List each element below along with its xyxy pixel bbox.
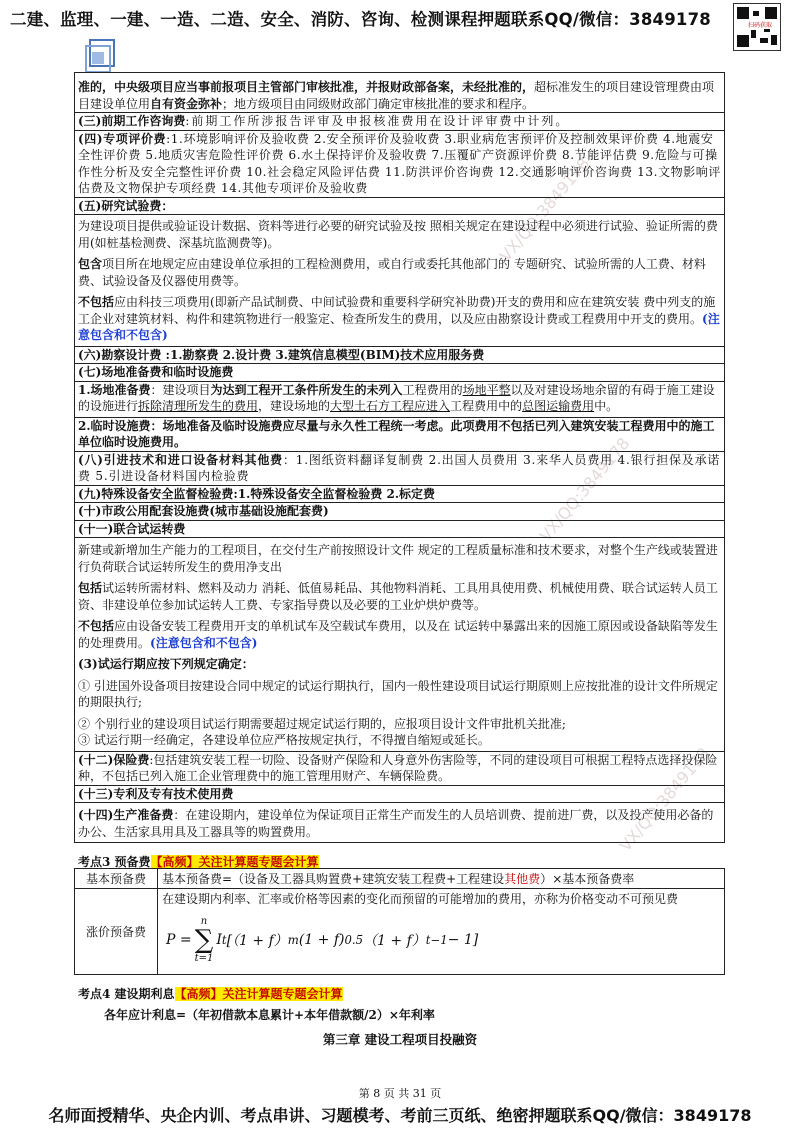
text-segment-bold: 事前报项目主管部门审核批准，并报财政部备案，未经批准的， [198,80,535,94]
paragraph: 应由设备安装工程费用开支的单机试车及空载试车费用，以及在 试运转中暴露出来的因施工原因或设备缺陷等发生的处理费用。 [78,619,718,650]
sub-heading: 1.场地准备费 [78,382,151,397]
keyword-include: 包含 [78,257,103,271]
chapter-title: 第三章 建设工程项目投融资 [322,1032,478,1047]
row-research-fee-body [74,215,725,347]
section-body: :前期工作所涉报告评审及申报核准费用在设计评审费中计列。 [185,114,570,128]
paragraph: 项目所在地规定应由建设单位承担的工程检测费用，或自行或委托其他部门的 专题研究、试验所需的人工费、材料费、试验设备及仪器使用费等。 [78,257,706,288]
formula-term: − 1] [447,932,479,948]
formula-term: [（1 + f） [226,933,288,949]
paragraph: 新建或新增加生产能力的工程项目，在交付生产前按照设计文件 规定的工程质量标准和技术要求，对整个生产线或装置进行负荷联合试运转所发生的费用净支出 [78,543,718,574]
row-trial-operation-heading [74,521,725,539]
section-body: :1.环境影响评价及验收费 2.安全预评价及验收费 3.职业病危害预评价及控制效果评价费 4.地震安全性评价费 5.地质灾害危险性评价费 6.水土保持评价及验收费 7.压覆矿产资源评价费 8.节能评估费 9.危险与可操作性分析及安全完整性评价费 10.社会稳定风险评估费 11.防洪评价咨询费 12.交通影响评价咨询费 13.文物影响评估费及文物保护专项经费 14.其他专项评价及验收费 [78,131,721,195]
table-cell-content [158,889,725,975]
section-body: :包括建筑安装工程一切险、设备财产保险和人身意外伤害险等，不同的建设项目可根据工程特点选择投保险种，不包括已列入施工企业管理费中的施工管理用财产、车辆保险费。 [78,752,718,783]
text-segment-bold: 自有资金弥补 [150,96,223,111]
formula-sup: m [287,933,299,947]
row-trial-operation-body [74,538,725,752]
text-segment: 中。 [594,399,619,413]
section-heading: (四)专项评价费 [78,131,167,146]
text-segment: ；地方级项目由同级财政部门确定审核批准的要求和程序。 [222,96,535,111]
text-underlined: 拆除清理所发生的费用 [138,399,259,413]
text-segment: 工程费用中的 [450,399,523,413]
keyword-exclude: 不包括 [78,619,115,633]
page-header [0,0,800,38]
content-area [74,72,725,843]
text-segment: 准的，中央级项目应当 [78,80,199,94]
page-number: 第 8 页 共 31 页 [358,1087,442,1100]
row-pre-consulting-fee [74,113,725,131]
qr-badge-text: 扫码获取 [748,22,773,29]
key-point-label: 考点4 建设期利息 [78,987,175,1001]
text-red: 其他费 [504,872,541,886]
contingency-fee-table [74,868,725,975]
paragraph: (3)试运行期应按下列规定确定： [78,657,254,671]
section-heading: (三)前期工作咨询费 [78,114,186,128]
section-body: ：在建设期内，建设单位为保证项目正常生产而发生的人员培训费、提前进厂费，以及投产使用必备的办公、生活家具用具及工器具等的购置费用。 [78,808,714,839]
table-row [75,869,725,889]
section-heading: (五)研究试验费： [78,198,174,213]
interest-formula: 各年应计利息=（年初借款本息累计+本年借款额/2）×年利率 [104,1008,435,1022]
logo-icon [84,38,118,74]
paragraph: ① 引进国外设备项目按建设合同中规定的试运行期执行，国内一般性建设项目试运行期原则上应按批准的设计文件所规定的期限执行; [78,678,718,709]
row-research-fee-heading [74,198,725,216]
sum-sign: ∑ [194,925,214,955]
section-heading: (十一)联合试运转费 [78,521,186,536]
page-footer: 名师面授精华、央企内训、考点串讲、习题模考、考前三页纸、绝密押题联系QQ/微信：3849178 [48,1106,752,1125]
row-temporary-facility-fee [74,418,725,452]
sum-lower: t=1 [194,953,214,964]
formula-sup: t−1 [425,933,448,947]
text-segment: ：建设项目 [150,382,211,397]
formula-sup: 0.5 [344,933,364,947]
keyword-include: 包括 [78,581,103,595]
paragraph: ② 个别行业的建设项目试运行期需要超过规定试运行期的，应报项目设计文件审批机关批准; [78,716,566,731]
paragraph: 为建设项目提供或验证设计数据、资料等进行必要的研究试验及按 照相关规定在建设过程中必须进行试验、验证所需的费用(如桩基检测费、深基坑监测费等)。 [78,219,718,250]
text-segment: 以及对建设场地余留的有碍于施工建设的设施进行 [78,382,715,413]
table-cell-label: 涨价预备费 [75,889,158,975]
text-segment: 工程费用的 [402,382,463,397]
section-body: ：1.图纸资料翻译复制费 2.出国人员费用 3.来华人员费用 4.银行担保及承诺费 5.引进设备材料国内检验费 [78,452,721,483]
table-cell-label: 基本预备费 [75,869,158,889]
formula-term: （1 + f） [363,933,426,949]
formula-sub: t [221,933,227,947]
price-contingency-formula [162,907,720,973]
row-patent-fee [74,786,725,804]
formula-term: I [216,932,222,948]
table-row [75,889,725,975]
row-production-prep-fee [74,803,725,843]
qr-code-icon[interactable] [733,3,781,51]
row-special-equipment-fee [74,486,725,504]
text-segment: ）×基本预备费率 [540,872,635,886]
section-heading: (六)勘察设计费 :1.勘察费 2.设计费 3.建筑信息模型(BIM)技术应用服务费 [78,347,485,362]
key-point-highlight: 【高频】关注计算题专题会计算 [150,855,319,869]
text-segment: ，建设场地的 [258,399,331,413]
row-special-evaluation-fee [74,131,725,198]
paragraph: 应由科技三项费用(即新产品试制费、中间试验费和重要科学研究补助费)开支的费用和应在建筑安装 费中列支的施工企业对建筑材料、构件和建筑物进行一般鉴定、检查所发生的费用，以及应由勘察设计费或工程费用中开支的费用。 [78,295,716,326]
text-underlined: 场地平整 [462,382,511,397]
row-site-prep-heading [74,364,725,382]
key-point-4-title [78,985,343,1002]
summation-symbol [195,916,214,964]
section-heading: (十四)生产准备费 [78,808,174,822]
key-point-highlight: 【高频】关注计算题专题会计算 [174,987,343,1001]
row-municipal-facility-fee [74,503,725,521]
paragraph: 在建设期内利率、汇率或价格等因素的变化而预留的可能增加的费用，亦称为价格变动不可预见费 [162,892,679,906]
sum-upper: n [200,916,208,927]
section-heading: (十二)保险费 [78,752,150,767]
row-insurance-fee [74,752,725,786]
watermark-3: VX/QQ:3849178 [615,743,714,856]
note-include-exclude: (注意包含和不包含) [150,635,258,650]
row-imported-tech-fee [74,452,725,486]
watermark-2: VX/QQ:3849178 [535,433,634,546]
text-segment: 基本预备费=（设备及工器具购置费+建筑安装工程费+工程建设 [162,872,505,886]
header-contact-text: 二建、监理、一建、一造、二造、安全、消防、咨询、检测课程押题联系QQ/微信：3849178 [10,10,711,29]
note-include-exclude: (注意包含和不包含) [78,311,720,342]
text-segment: 超标准发生的项目建设管理费由项目建设单位用 [78,80,715,111]
formula-term: (1 + f) [298,932,345,948]
section-heading: (八)引进技术和进口设备材料其他费 [78,452,283,467]
section-heading: (九)特殊设备安全监督检验费:1.特殊设备安全监督检验费 2.标定费 [78,486,436,501]
text-segment-bold: 为达到工程开工条件所发生的未列入 [210,382,403,397]
row-survey-design-fee [74,347,725,365]
watermark-1: VX/QQ:3849178 [495,153,594,266]
paragraph: ③ 试运行期一经确定，各建设单位应严格按规定执行，不得擅自缩短或延长。 [78,733,490,747]
row-management-fee-continued [74,72,725,113]
table-cell-formula [158,869,725,889]
section-body: 2.临时设施费：场地准备及临时设施费应尽量与永久性工程统一考虑。此项费用不包括已列入建筑安装工程费用中的施工 单位临时设施费用。 [78,418,715,449]
section-heading: (七)场地准备费和临时设施费 [78,365,234,379]
key-point-label: 考点3 预备费 [78,855,151,869]
section-heading: (十)市政公用配套设施费(城市基础设施配套费) [78,504,329,518]
row-site-prep-fee [74,382,725,418]
paragraph: 试运转所需材料、燃料及动力 消耗、低值易耗品、其他物料消耗、工具用具使用费、机械使用费、联合试运转人员工 资、非建设单位参加试运转人工费、专家指导费以及必要的工业炉烘炉费等。 [78,581,718,612]
formula-lhs: P = [166,932,192,948]
section-heading: (十三)专利及专有技术使用费 [78,786,234,801]
text-underlined: 总图运输费用 [522,399,595,413]
keyword-exclude: 不包括 [78,295,115,309]
text-underlined: 大型土石方工程应进入 [330,399,451,413]
